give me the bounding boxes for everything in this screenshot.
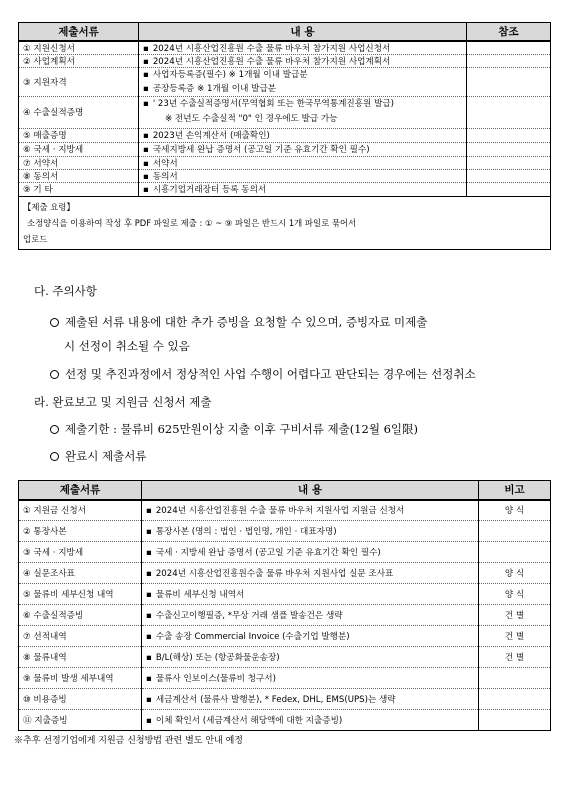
completion-documents-table <box>18 480 551 731</box>
table-row <box>19 67 551 96</box>
doc-remark: 양 식 <box>479 584 551 605</box>
doc-remark: 건 별 <box>479 626 551 647</box>
doc-content: ▪ 수출 송장 Commercial Invoice (수출기업 발행분) <box>146 632 350 642</box>
table-row <box>19 647 551 668</box>
doc-content: ▪ 물류사 인보이스(물류비 청구서) <box>146 674 276 684</box>
guide-title: 【제출 요령】 <box>23 201 75 212</box>
doc-content: ▪ 사업자등록증(필수) ※ 1개월 이내 발급분 <box>143 68 462 82</box>
doc-remark <box>479 689 551 710</box>
circle-bullet-icon <box>50 370 59 379</box>
submission-documents-table <box>18 22 551 250</box>
doc-name: ② 통장사본 <box>19 521 142 542</box>
header-content: 내 용 <box>139 23 467 41</box>
table-row <box>19 584 551 605</box>
doc-content: ▪ ' 23년 수출실적증명서(무역협회 또는 한국무역통계진흥원 발급) <box>143 97 462 112</box>
table-header-row <box>19 23 551 41</box>
doc-name: ③ 국세 · 지방세 <box>19 542 142 563</box>
table-row <box>19 128 551 142</box>
table-row <box>19 626 551 647</box>
doc-name: ② 사업계획서 <box>19 54 139 67</box>
header-remarks: 비고 <box>479 481 551 500</box>
doc-content: ▪ 2024년 시흥산업진흥원 수출 물류 바우처 참가지원 사업신청서 <box>143 44 390 54</box>
table-row <box>19 142 551 156</box>
doc-content: ▪ 세금계산서 (물류사 발행분), * Fedex, DHL, EMS(UPS)는 생략 <box>146 695 396 705</box>
table-row <box>19 41 551 55</box>
guide-row <box>19 196 551 249</box>
doc-name: ⑥ 수출실적증빙 <box>19 605 142 626</box>
section-completion-title: 라. 완료보고 및 지원금 신청서 제출 <box>34 395 212 409</box>
footnote: ※추후 선정기업에게 지원금 신청방법 관련 별도 안내 예정 <box>14 736 243 746</box>
doc-name: ⑦ 서약서 <box>19 156 139 169</box>
deadline-item: 제출기한 : 물류비 625만원이상 지출 이후 구비서류 제출(12월 6일限) <box>50 421 418 437</box>
doc-content: ▪ B/L(해상) 또는 (항공화물운송장) <box>146 653 280 663</box>
header-reference: 참조 <box>467 23 551 41</box>
table-row <box>19 156 551 169</box>
doc-name: ⑨ 기 타 <box>19 182 139 196</box>
caution-item: 제출된 서류 내용에 대한 추가 증빙을 요청할 수 있으며, 증빙자료 미제출 <box>50 314 427 330</box>
doc-name: ⑪ 지출증빙 <box>19 710 142 731</box>
guide-text-continued: 업로드 <box>23 233 48 244</box>
doc-name: ⑦ 선적내역 <box>19 626 142 647</box>
doc-content: ▪ 서약서 <box>143 159 178 169</box>
doc-content: ▪ 통장사본 (명의 : 법인 · 법인명, 개인 · 대표자명) <box>146 527 337 537</box>
doc-content: ▪ 국세 · 지방세 완납 증명서 (공고일 기준 유효기간 확인 필수) <box>146 548 381 558</box>
doc-name: ④ 수출실적증명 <box>19 96 139 128</box>
doc-remark <box>479 542 551 563</box>
caution-item: 선정 및 추진과정에서 정상적인 사업 수행이 어렵다고 판단되는 경우에는 선정취소 <box>50 366 476 382</box>
doc-remark <box>479 521 551 542</box>
table-row <box>19 710 551 731</box>
table-header-row <box>19 481 551 500</box>
doc-remark <box>479 710 551 731</box>
circle-bullet-icon <box>50 318 59 327</box>
doc-content: ▪ 물류비 세부신청 내역서 <box>146 590 244 600</box>
doc-remark: 건 별 <box>479 647 551 668</box>
table-row <box>19 563 551 584</box>
doc-content: ▪ 시흥기업거래장터 등록 동의서 <box>143 185 266 195</box>
table-row <box>19 689 551 710</box>
doc-name: ⑧ 물류내역 <box>19 647 142 668</box>
table-row <box>19 500 551 521</box>
circle-bullet-icon <box>50 425 59 434</box>
doc-remark: 건 별 <box>479 605 551 626</box>
doc-note: ※ 전년도 수출실적 "0" 인 경우에도 발급 가능 <box>165 114 338 124</box>
doc-remark <box>479 668 551 689</box>
doc-content: ▪ 2024년 시흥산업진흥원 수출 물류 바우처 지원사업 지원금 신청서 <box>146 506 404 516</box>
doc-content: ▪ 공장등록증 ※ 1개월 이내 발급분 <box>143 82 462 96</box>
doc-name: ⑨ 물류비 발생 세부내역 <box>19 668 142 689</box>
table-row <box>19 54 551 67</box>
doc-content: ▪ 수출신고이행필증, *무상 거래 샘플 발송건은 생략 <box>146 611 343 621</box>
doc-name: ⑩ 비용증빙 <box>19 689 142 710</box>
table-row <box>19 542 551 563</box>
doc-remark: 양 식 <box>479 500 551 521</box>
doc-name: ④ 실문조사표 <box>19 563 142 584</box>
section-caution-title: 다. 주의사항 <box>34 284 97 298</box>
doc-content: ▪ 동의서 <box>143 172 178 182</box>
table-row <box>19 605 551 626</box>
table-row <box>19 96 551 128</box>
completion-docs-label: 완료시 제출서류 <box>50 448 146 464</box>
circle-bullet-icon <box>50 452 59 461</box>
caution-item-continued: 시 선정이 취소될 수 있음 <box>64 339 190 353</box>
table-row <box>19 521 551 542</box>
doc-name: ③ 지원자격 <box>19 67 139 96</box>
doc-name: ⑤ 물류비 세부신청 내역 <box>19 584 142 605</box>
guide-text: 소정양식을 이용하여 작성 후 PDF 파일로 제출 : ① ~ ⑨ 파일은 반드시 1개 파일로 묶어서 <box>27 217 357 228</box>
doc-content: ▪ 2024년 시흥산업진흥원수출 물류 바우처 지원사업 실문 조사표 <box>146 569 393 579</box>
doc-name: ① 지원금 신청서 <box>19 500 142 521</box>
doc-name: ① 지원신청서 <box>19 41 139 55</box>
table-row <box>19 169 551 182</box>
table-row <box>19 182 551 196</box>
header-content: 내 용 <box>142 481 479 500</box>
doc-content: ▪ 2023년 손익계산서 (매출확인) <box>143 131 270 141</box>
table-row <box>19 668 551 689</box>
doc-name: ⑥ 국세 · 지방세 <box>19 142 139 156</box>
doc-content: ▪ 2024년 시흥산업진흥원 수출 물류 바우처 참가지원 사업계획서 <box>143 57 390 67</box>
doc-content: ▪ 이체 확인서 (세금계산서 해당액에 대한 지출증빙) <box>146 716 342 726</box>
doc-name: ⑧ 동의서 <box>19 169 139 182</box>
doc-content: ▪ 국세지방세 완납 증명서 (공고일 기준 유효기간 확인 필수) <box>143 145 370 155</box>
doc-name: ⑤ 매출증명 <box>19 128 139 142</box>
header-documents: 제출서류 <box>19 23 139 41</box>
header-documents: 제출서류 <box>19 481 142 500</box>
doc-remark: 양 식 <box>479 563 551 584</box>
